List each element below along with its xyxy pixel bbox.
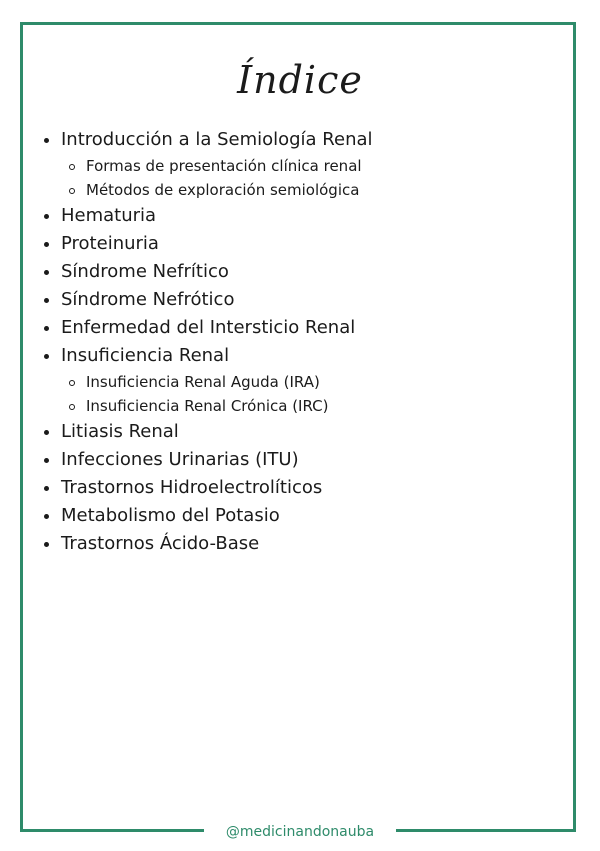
toc-item-label: Trastornos Hidroelectrolíticos — [61, 477, 323, 498]
bullet-icon — [44, 354, 49, 359]
toc-item-sindrome-nefrotico — [40, 286, 560, 314]
page-title: Índice — [237, 58, 363, 102]
bullet-icon — [44, 542, 49, 547]
toc-subitem-label: Formas de presentación clínica renal — [86, 157, 362, 175]
toc-subitem-label: Insuficiencia Renal Crónica (IRC) — [86, 397, 329, 415]
footer-handle: @medicinandonauba — [204, 823, 396, 841]
bullet-icon — [44, 486, 49, 491]
toc-item-sindrome-nefritico — [40, 258, 560, 286]
toc-sublist — [61, 370, 560, 418]
toc-item-infecciones — [40, 446, 560, 474]
circle-bullet-icon — [69, 188, 75, 194]
toc-item-litiasis — [40, 418, 560, 446]
toc-item-potasio — [40, 502, 560, 530]
bullet-icon — [44, 298, 49, 303]
toc-item-insuficiencia-renal — [40, 342, 560, 418]
toc-item-hematuria — [40, 202, 560, 230]
bullet-icon — [44, 514, 49, 519]
bullet-icon — [44, 138, 49, 143]
toc-subitem — [65, 370, 560, 394]
toc-item-acido-base — [40, 530, 560, 558]
toc-subitem-label: Insuficiencia Renal Aguda (IRA) — [86, 373, 320, 391]
toc-item-label: Insuficiencia Renal — [61, 345, 230, 366]
toc-item-label: Trastornos Ácido-Base — [61, 533, 260, 554]
circle-bullet-icon — [69, 404, 75, 410]
toc-item-introduccion — [40, 126, 560, 202]
circle-bullet-icon — [69, 380, 75, 386]
footer — [0, 823, 600, 841]
toc-item-label: Metabolismo del Potasio — [61, 505, 280, 526]
toc-sublist — [61, 154, 560, 202]
toc-item-label: Síndrome Nefrótico — [61, 289, 235, 310]
toc-item-label: Infecciones Urinarias (ITU) — [61, 449, 299, 470]
toc-item-label: Introducción a la Semiología Renal — [61, 129, 373, 150]
toc-item-proteinuria — [40, 230, 560, 258]
toc-subitem — [65, 394, 560, 418]
bullet-icon — [44, 430, 49, 435]
toc-subitem — [65, 178, 560, 202]
bullet-icon — [44, 242, 49, 247]
toc-item-label: Enfermedad del Intersticio Renal — [61, 317, 356, 338]
toc-item-label: Hematuria — [61, 205, 157, 226]
toc-item-label: Litiasis Renal — [61, 421, 179, 442]
bullet-icon — [44, 270, 49, 275]
table-of-contents — [40, 126, 560, 558]
circle-bullet-icon — [69, 164, 75, 170]
toc-item-enfermedad-intersticio — [40, 314, 560, 342]
toc-item-label: Proteinuria — [61, 233, 159, 254]
toc-item-label: Síndrome Nefrítico — [61, 261, 229, 282]
bullet-icon — [44, 214, 49, 219]
toc-subitem-label: Métodos de exploración semiológica — [86, 181, 360, 199]
toc-item-hidroelectroliticos — [40, 474, 560, 502]
bullet-icon — [44, 458, 49, 463]
toc-subitem — [65, 154, 560, 178]
bullet-icon — [44, 326, 49, 331]
